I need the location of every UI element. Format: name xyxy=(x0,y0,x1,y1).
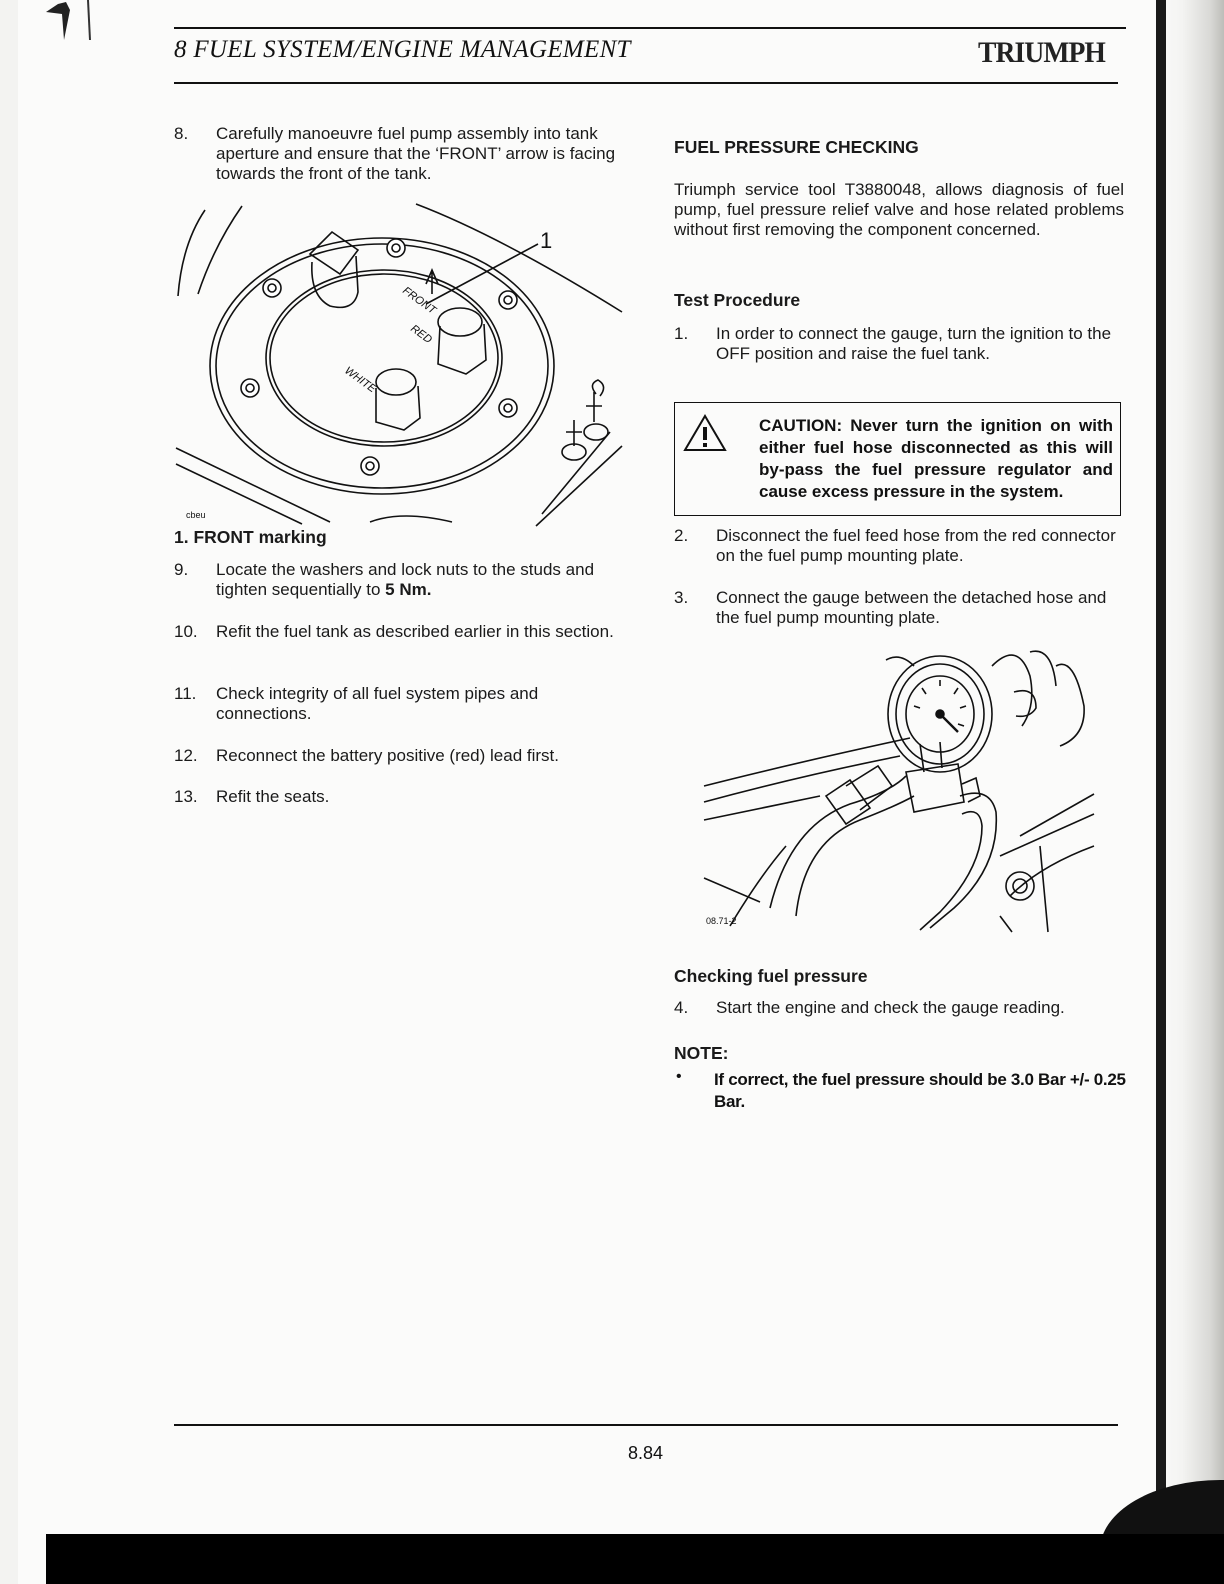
note-bullet: • xyxy=(676,1068,682,1085)
caution-label: CAUTION: xyxy=(759,416,843,435)
step-text: Disconnect the fuel feed hose from the red connector on the fuel pump mounting plate. xyxy=(716,526,1116,565)
step-text-main: Locate the washers and lock nuts to the studs and tighten sequentially to xyxy=(216,560,595,599)
footer-rule xyxy=(174,1424,1118,1426)
page-title: 8 FUEL SYSTEM/ENGINE MANAGEMENT xyxy=(174,36,631,63)
caution-message: Never turn the ignition on with either fuel hose disconnected as this will by-pass the fuel pressure regulator and cause excess pressure in the system. xyxy=(759,416,1114,501)
step-number: 9. xyxy=(174,560,189,579)
step-text: Refit the fuel tank as described earlier in this section. xyxy=(216,622,614,641)
scan-bottom-shadow xyxy=(46,1534,1224,1584)
step-number: 8. xyxy=(174,124,189,143)
note-heading: NOTE: xyxy=(674,1043,729,1063)
section-heading: FUEL PRESSURE CHECKING xyxy=(674,137,919,157)
step-number: 2. xyxy=(674,526,689,545)
step-text: In order to connect the gauge, turn the ignition to the OFF position and raise the fuel tank. xyxy=(716,324,1112,363)
step-number: 1. xyxy=(674,324,689,343)
white-label: WHITE xyxy=(342,364,378,396)
figure-caption: 1. FRONT marking xyxy=(174,527,327,547)
caution-text xyxy=(679,415,1113,503)
step-text: Check integrity of all fuel system pipes and connections. xyxy=(216,684,539,723)
note-text: If correct, the fuel pressure should be 3.0 Bar +/- 0.25 Bar. xyxy=(714,1070,1126,1111)
test-procedure-heading: Test Procedure xyxy=(674,290,801,310)
step-number: 13. xyxy=(174,787,198,806)
red-label: RED xyxy=(408,322,435,347)
step-number: 3. xyxy=(674,588,689,607)
step-text: Reconnect the battery positive (red) lead first. xyxy=(216,746,559,765)
step-text: Start the engine and check the gauge reading. xyxy=(716,998,1065,1017)
checking-heading: Checking fuel pressure xyxy=(674,966,868,986)
figure-code: cbeu xyxy=(186,510,206,520)
caution-box xyxy=(674,402,1121,516)
step-text xyxy=(216,560,626,600)
header-top-rule xyxy=(174,27,1126,29)
step-number: 11. xyxy=(174,684,197,703)
brand-text: TRIUMPH xyxy=(978,36,1105,69)
figure-code: 08.71-2 xyxy=(706,916,737,926)
intro-paragraph: Triumph service tool T3880048, allows diagnosis of fuel pump, fuel pressure relief valve and hose related problems without first removing the component concerned. xyxy=(674,180,1124,239)
step-text: Refit the seats. xyxy=(216,787,330,806)
step-number: 10. xyxy=(174,622,198,641)
pressure-gauge-figure xyxy=(700,646,1100,934)
binding-spine xyxy=(1156,0,1166,1560)
figure-callout-1: 1 xyxy=(540,228,553,253)
punch-hole-mark xyxy=(44,0,104,44)
fuel-pump-plate-figure xyxy=(170,196,632,532)
header-bottom-rule xyxy=(174,82,1118,84)
step-text: Carefully manoeuvre fuel pump assembly into tank aperture and ensure that the ‘FRONT’ arrow is facing towards the front of the tank. xyxy=(216,124,616,183)
page-number: 8.84 xyxy=(628,1443,664,1463)
step-number: 12. xyxy=(174,746,198,765)
caution-label-line xyxy=(679,415,1113,503)
step-number: 4. xyxy=(674,998,689,1017)
front-label: FRONT xyxy=(400,284,438,317)
scan-left-edge xyxy=(0,0,18,1584)
brand-logo xyxy=(978,36,1105,70)
step-text: Connect the gauge between the detached hose and the fuel pump mounting plate. xyxy=(716,588,1107,627)
torque-value: 5 Nm. xyxy=(385,580,432,599)
